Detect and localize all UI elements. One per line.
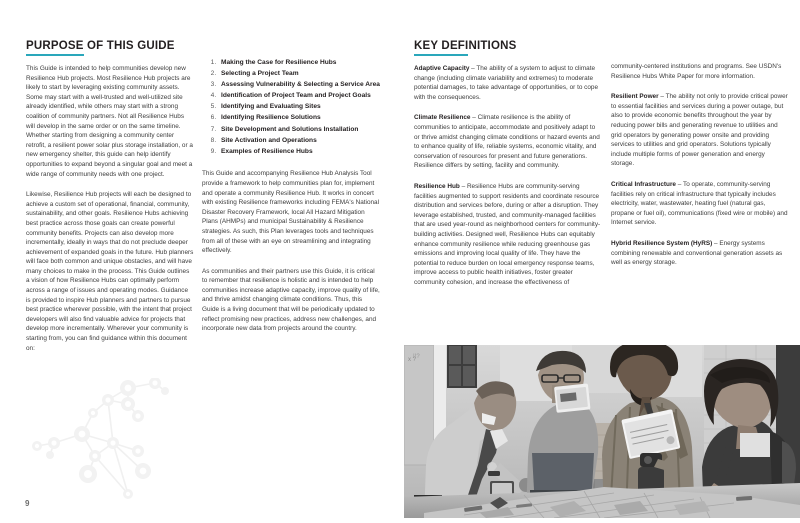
list-item: 2. Selecting a Project Team [218, 69, 380, 80]
key-definitions-column [414, 40, 602, 298]
definition-resilient-power [611, 92, 789, 169]
page-number: 9 [25, 499, 30, 508]
purpose-section-header [26, 40, 194, 52]
definition-resilience-hub [414, 182, 602, 288]
purpose-paragraph-1: This Guide is intended to help communities develop new Resilience Hub projects. Most Resilience Hub projects are likely to start by leveraging existing community assets. Some may start with a well-trusted and well-utilized site already identified, while others may start with a strong coalition of community partners. Not all Resilience Hubs will develop in the same order or on the same timeline. Whether starting from designing a community center retrofit, a resilient power solar plus storage installation, or a new emergency shelter, this guide can help identify opportunities to expand beyond a singular goal and meet a wide range of community needs with one project. [26, 65, 193, 178]
definition-term: Climate Resilience [414, 114, 471, 122]
list-item: 3. Assessing Vulnerability & Selecting a Service Area [218, 80, 380, 91]
purpose-header-underlined-part: PURPOSE [26, 40, 84, 56]
definition-dash: – [459, 182, 467, 190]
definition-term: Resilient Power [611, 93, 659, 101]
guide-chapter-list [202, 58, 380, 157]
definition-text: community-centered institutions and programs. See USDN's Resilience Hubs White Paper for more information. [611, 63, 782, 80]
definition-dash: – [469, 65, 477, 72]
guide-body-paragraph-1: This Guide and accompanying Resilience Hub Analysis Tool provide a framework to help communities plan for, implement and operate a community Resilience Hub. It works in concert with existing Resilience frameworks including FEMA's National Disaster Recovery Framework, local All Hazard Mitigation Plans (AHMPs) and municipal Sustainability & Resilience strategies. As such, this Plan leverages tools and techniques from all of these with an eye on streamlining and integrating effectively. [202, 170, 380, 255]
definition-climate-resilience [414, 113, 602, 171]
key-definitions-section-header [414, 40, 602, 52]
definition-text: Climate resilience is the ability of communities to anticipate, accommodate and positively adapt to or thrive amidst changing climate conditions or hazard events and to enhance quality of life, reliable systems, economic vitality, and conservation of resources for present and future generations. Resilience differs by setting, facility and community. [414, 114, 600, 170]
definitions-header-rest: NITIONS [468, 40, 517, 52]
list-item: 6. Identifying Resilience Solutions [218, 113, 380, 124]
list-item: 8. Site Activation and Operations [218, 136, 380, 147]
definition-dash: – [470, 114, 478, 122]
definition-adaptive-capacity [414, 64, 602, 102]
definition-text: The ability not only to provide critical power to essential facilities and services during a power outage, but also to provide economic benefits throughout the year by reducing power bills and generating revenue to utilities and grid operators by generating power onsite and providing services to utilities and grid operators. Solutions typically include multiple forms of power generation and energy storage. [611, 93, 788, 168]
purpose-column [26, 40, 194, 364]
guide-body-paragraph-2: As communities and their partners use this Guide, it is critical to remember that resilience is holistic and is intended to help communities increase adaptive capacity, improve quality of life, and thrive amidst changing climate conditions. Thus, this Guide is a living document that will be periodically updated to reflect promising new practices, address new challenges, and incorporate new data from projects around the country. [202, 267, 380, 333]
svg-text:x ?: x ? [408, 357, 417, 363]
list-item: 7. Site Development and Solutions Installation [218, 125, 380, 136]
definition-term: Hybrid Resilience System (HyRS) [611, 239, 713, 247]
definition-critical-infrastructure [611, 180, 789, 228]
decorative-network-graphic [10, 378, 220, 518]
list-item: 9. Examples of Resilience Hubs [218, 147, 380, 158]
list-item: 4. Identification of Project Team and Project Goals [218, 91, 380, 102]
definition-term: Resilience Hub [414, 182, 460, 190]
definition-text: Resilience Hubs are community-serving facilities augmented to support residents and coordinate resource distribution and services before, during or after a disruption. They leverage established, trusted, and community-managed facilities that are used year-round as neighborhood centers for community-building activities. Designed well, Resilience Hubs can equitably enhance community resilience while reducing greenhouse gas emissions and improving local quality of life. They have the potential to reduce burden on local emergency response teams, improve access to public health initiatives, foster greater community cohesion, and increase the effectiveness of [414, 182, 601, 286]
definition-text: The ability of a system to adjust to climate change (including climate variability and extremes) to moderate potential damages, to take advantage of opportunities, or to cope with the consequences. [414, 65, 599, 101]
definition-term: Adaptive Capacity [414, 65, 470, 72]
definition-term: Critical Infrastructure [611, 180, 676, 188]
definition-dash: – [676, 180, 683, 188]
definitions-header-underlined-part: KEY DEFI [414, 40, 468, 56]
purpose-header-rest: OF THIS GUIDE [83, 40, 175, 52]
definition-hybrid-resilience-system [611, 239, 789, 268]
list-item: 5. Identifying and Evaluating Sites [218, 102, 380, 113]
definition-resilience-hub-continued [611, 62, 789, 81]
guide-contents-column [202, 58, 380, 345]
key-definitions-continued-column [611, 62, 789, 279]
purpose-paragraph-2: Likewise, Resilience Hub projects will each be designed to achieve a custom set of operational, financial, community, sustainability, and other goals. Resilience Hubs achieving best practice across those goals can create powerful community benefits. Projects can also develop more incrementally, ideally in ways that do not preclude deeper achievement of expanded goals in the future. Hub planners will face both common and unique obstacles, and will have many choices to make in the process. This Guide outlines a vision of how Resilience Hubs can optimally perform across a range of issues and operating modes. Guidance is provided to inspire Hub planners and partners to pursue best practice wherever possible, with the intent that project developers will also find valuable advice for projects that develop more incrementally. Wherever your community is starting from, you can find guidance within this document on: [26, 191, 194, 352]
definition-dash: – [712, 239, 720, 247]
definition-text: To operate, community-serving facilities rely on critical infrastructure that typically includes electricity, water, wastewater, heating fuel (natural gas, propane or fuel oil), communications (fixed wire or mobile) and Internet service. [611, 180, 788, 227]
definition-text: Energy systems combining renewable and conventional generation assets as well as energy storage. [611, 239, 783, 267]
definition-dash: – [658, 93, 666, 101]
workshop-photograph [404, 345, 800, 518]
list-item: 1. Making the Case for Resilience Hubs [218, 58, 380, 69]
svg-text:!!?: !!? [413, 354, 420, 360]
